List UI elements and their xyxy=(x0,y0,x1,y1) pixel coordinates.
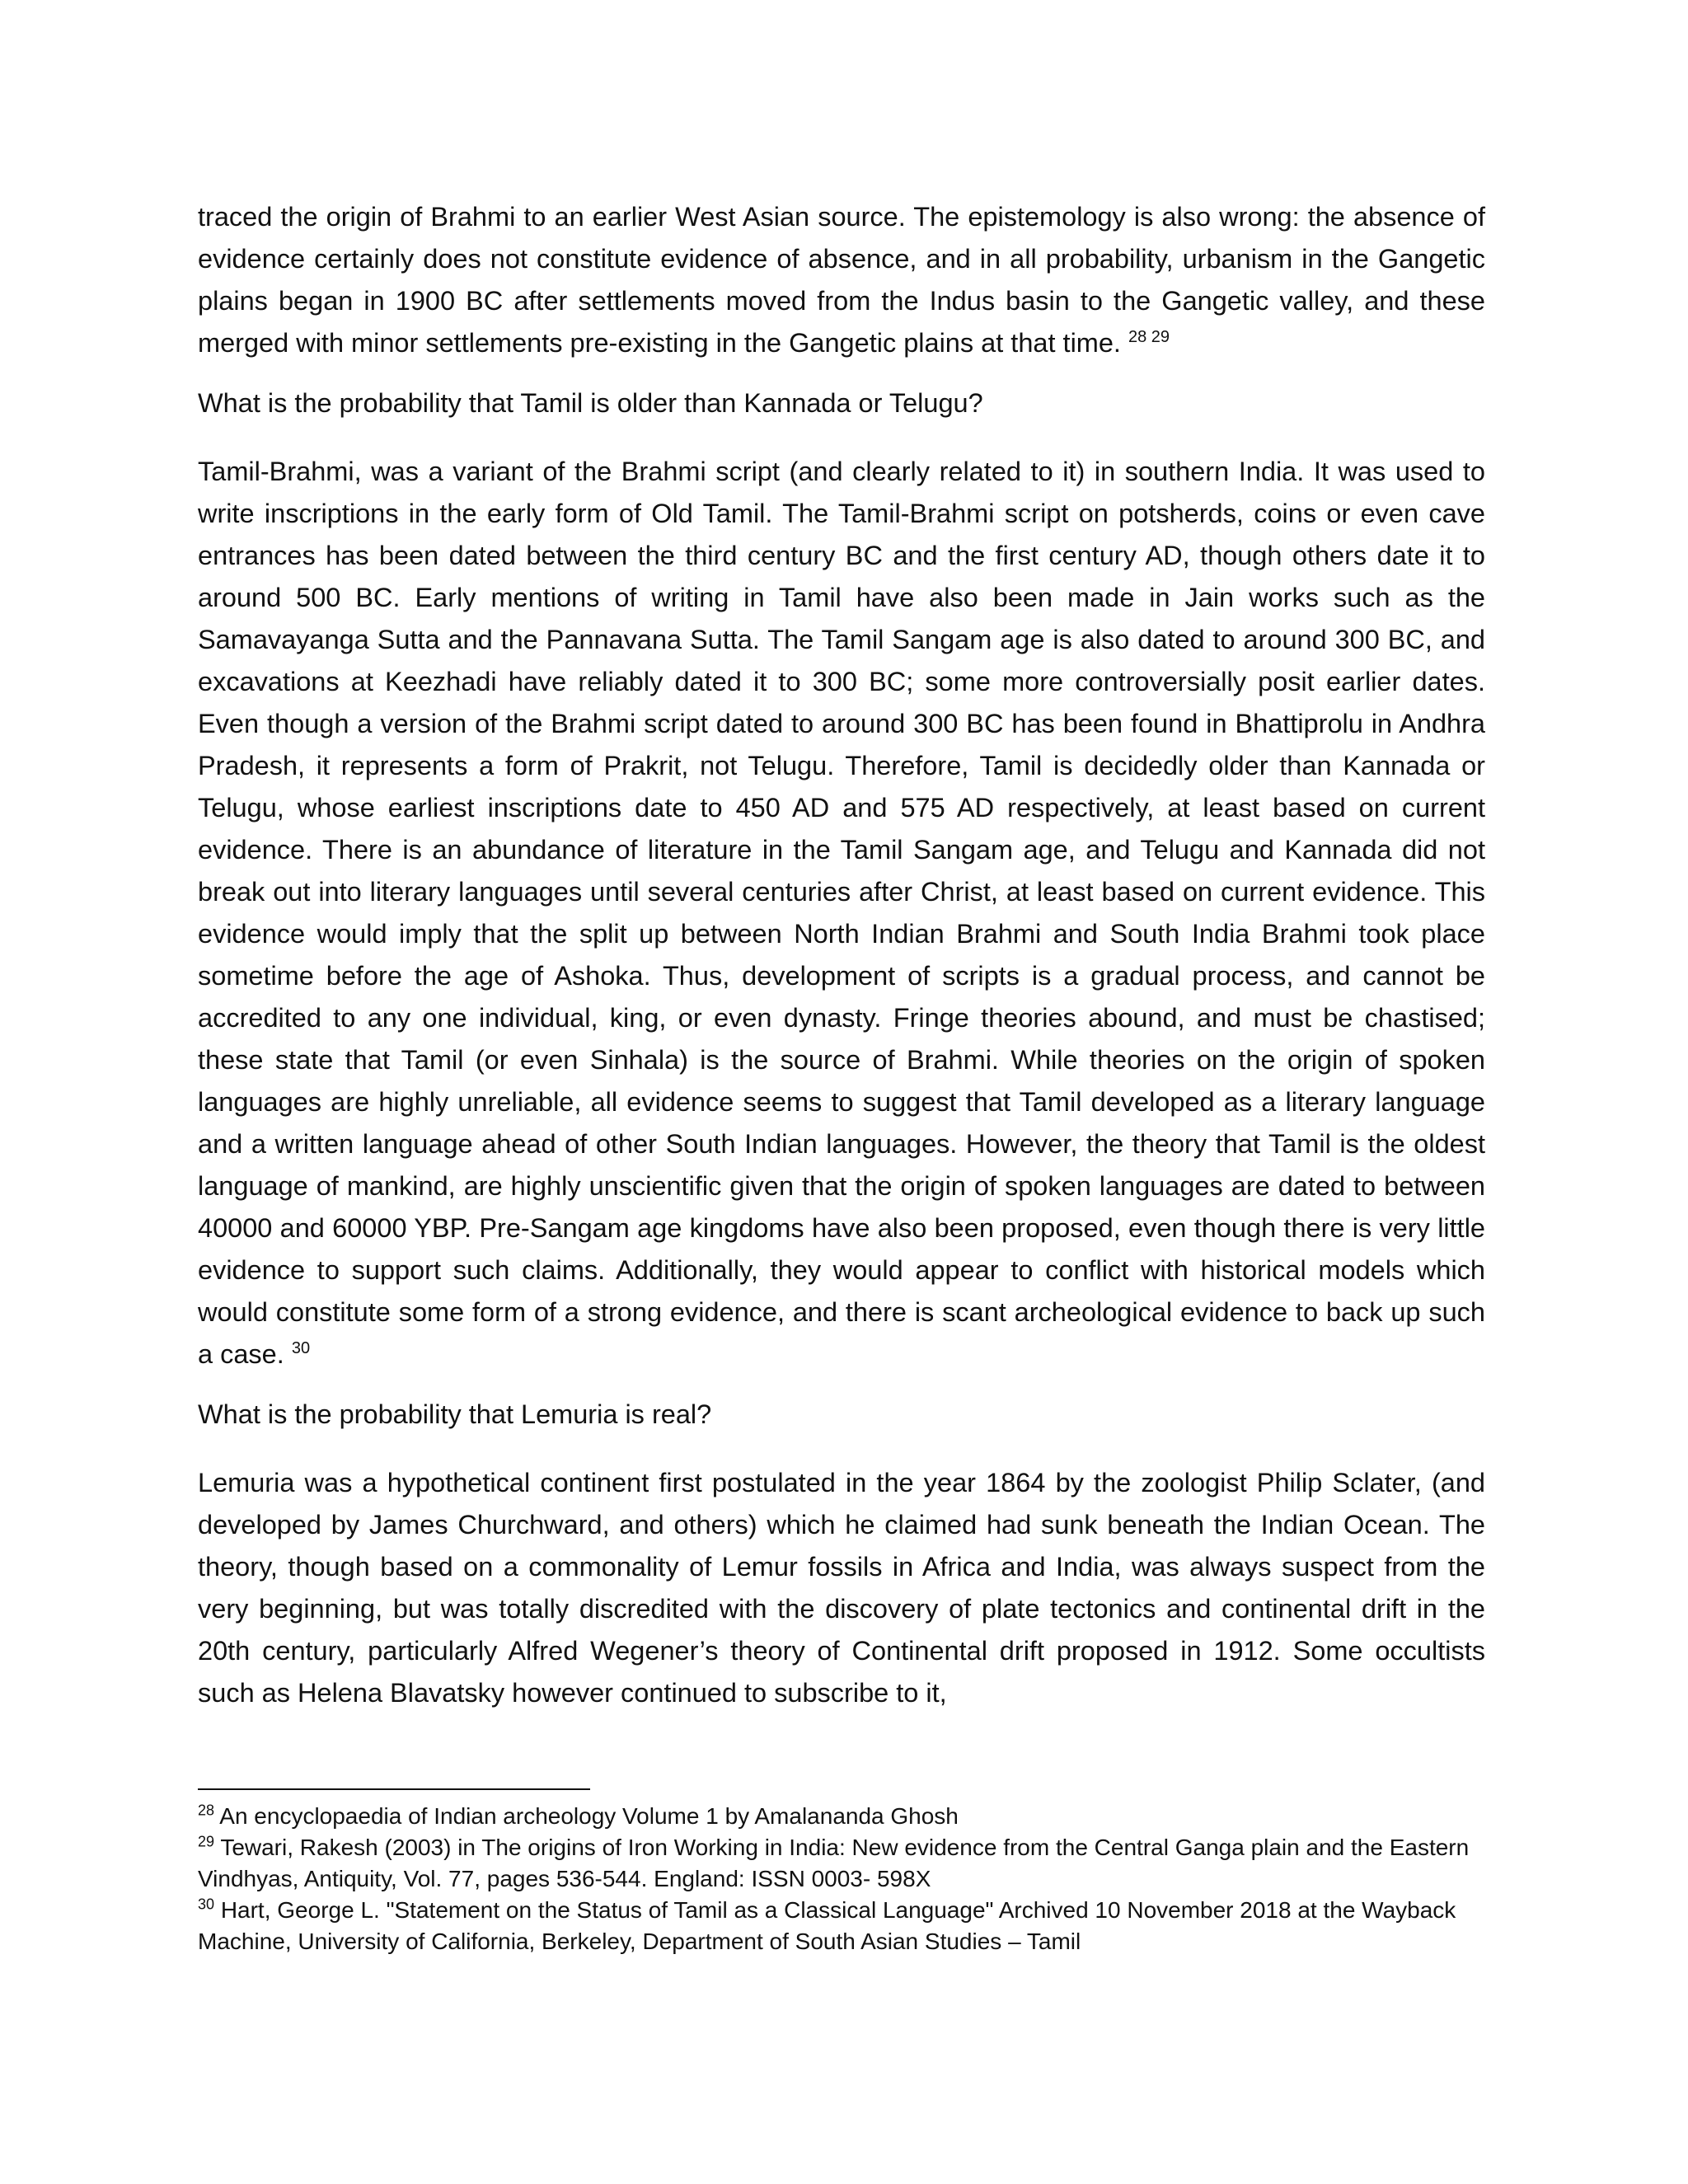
question-lemuria: What is the probability that Lemuria is real? xyxy=(198,1399,712,1429)
paragraph-urbanism xyxy=(198,196,1485,364)
footnote-mark: 28 xyxy=(198,1802,215,1819)
footnote-reference: 30 xyxy=(291,1339,311,1358)
footnote-30 xyxy=(198,1895,1485,1957)
body-text xyxy=(198,196,1485,1714)
paragraph-lemuria: Lemuria was a hypothetical continent first postulated in the year 1864 by the zoologist Philip Sclater, (and developed by James Churchward, and others) which he claimed had sunk beneath the Indian Ocean. The theory, though based on a commonality of Lemur fossils in Africa and India, was always suspect from the very beginning, but was totally discredited with the discovery of plate tectonics and continental drift in the 20th century, particularly Alfred Wegener’s theory of Continental drift proposed in 1912. Some occultists such as Helena Blavatsky however continued to subscribe to it, xyxy=(198,1468,1485,1708)
footnote-text: An encyclopaedia of Indian archeology Volume 1 by Amalananda Ghosh xyxy=(219,1803,959,1829)
footnote-29 xyxy=(198,1832,1485,1895)
footnote-mark: 30 xyxy=(198,1896,215,1913)
paragraph-tamil-brahmi-text: Tamil-Brahmi, was a variant of the Brahmi script (and clearly related to it) in southern India. It was used to write inscriptions in the early form of Old Tamil. The Tamil-Brahmi script on potsherds, coins or even cave entrances has been dated between the third century BC and the first century AD, though others date it to around 500 BC. Early mentions of writing in Tamil have also been made in Jain works such as the Samavayanga Sutta and the Pannavana Sutta. The Tamil Sangam age is also dated to around 300 BC, and excavations at Keezhadi have reliably dated it to 300 BC; some more controversially posit earlier dates. Even though a version of the Brahmi script dated to around 300 BC has been found in Bhattiprolu in Andhra Pradesh, it represents a form of Prakrit, not Telugu. Therefore, Tamil is decidedly older than Kannada or Telugu, whose earliest inscriptions date to 450 AD and 575 AD respectively, at least based on current evidence. There is an abundance of literature in the Tamil Sangam age, and Telugu and Kannada did not break out into literary languages until several centuries after Christ, at least based on current evidence. This evidence would imply that the split up between North Indian Brahmi and South India Brahmi took place sometime before the age of Ashoka. Thus, development of scripts is a gradual process, and cannot be accredited to any one individual, king, or even dynasty. Fringe theories abound, and must be chastised; these state that Tamil (or even Sinhala) is the source of Brahmi. While theories on the origin of spoken languages are highly unreliable, all evidence seems to suggest that Tamil developed as a literary language and a written language ahead of other South Indian languages. However, the theory that Tamil is the oldest language of mankind, are highly unscientific given that the origin of spoken languages are dated to between 40000 and 60000 YBP. Pre-Sangam age kingdoms have also been proposed, even though there is very little evidence to support such claims. Additionally, they would appear to conflict with historical models which would constitute some form of a strong evidence, and there is scant archeological evidence to back up such a case. xyxy=(198,457,1485,1369)
footnotes xyxy=(198,1801,1485,1957)
footnote-mark: 29 xyxy=(198,1833,215,1850)
paragraph-urbanism-text: traced the origin of Brahmi to an earlier West Asian source. The epistemology is also wrong: the absence of evidence certainly does not constitute evidence of absence, and in all probability, urbanism in the Gangetic plains began in 1900 BC after settlements moved from the Indus basin to the Gangetic valley, and these merged with minor settlements pre-existing in the Gangetic plains at that time. xyxy=(198,202,1485,358)
footnote-separator xyxy=(198,1788,590,1790)
footnote-reference: 28 29 xyxy=(1128,328,1170,347)
footnote-text: Hart, George L. "Statement on the Status of Tamil as a Classical Language" Archived 10 November 2018 at the Wayback Machine, University of California, Berkeley, Department of South Asian Studies – Tamil xyxy=(198,1897,1456,1954)
question-tamil-age: What is the probability that Tamil is older than Kannada or Telugu? xyxy=(198,388,983,418)
footnote-text: Tewari, Rakesh (2003) in The origins of Iron Working in India: New evidence from the Central Ganga plain and the Eastern Vindhyas, Antiquity, Vol. 77, pages 536-544. England: ISSN 0003- 598X xyxy=(198,1835,1470,1891)
footnote-28 xyxy=(198,1801,1485,1832)
paragraph-tamil-brahmi xyxy=(198,451,1485,1376)
